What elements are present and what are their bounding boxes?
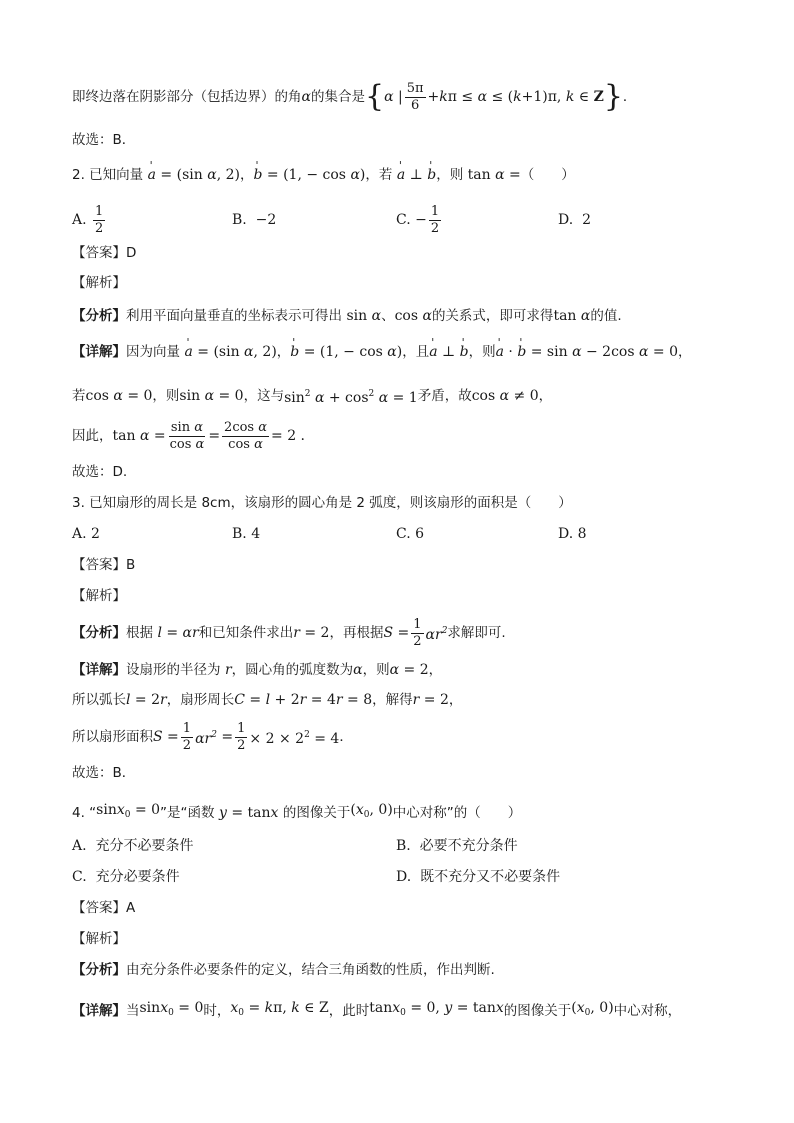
- q3-detail-1: 【详解】 设扇形的半径为 r ，圆心角的弧度数为 α ，则 α = 2 ，: [72, 662, 443, 678]
- option-value: 充分不必要条件: [95, 838, 194, 854]
- q2-answer: 【答案】D: [72, 245, 137, 261]
- analysis-tag: 【分析】: [72, 625, 126, 641]
- q3-option-a: [72, 524, 100, 544]
- q2-detail-3: 因此， tan α = $\frac{\text{sin α}}{\text{cos α}}$ = $\frac{\text{2cos α}}{\text{cos α}}$ = 2 .: [72, 419, 306, 452]
- detail-text: 当: [126, 1002, 140, 1019]
- detail-tag: 【详解】: [72, 344, 126, 360]
- q3-choose: 故选：B．: [72, 765, 136, 781]
- q3-option-d: [558, 524, 587, 544]
- option-value: 8: [577, 526, 587, 542]
- q2-stem-then: ，则: [436, 167, 464, 183]
- option-label: B.: [396, 838, 411, 854]
- detail-text: ，此时: [328, 1002, 370, 1019]
- option-value: 6: [415, 526, 425, 542]
- set-expr: α |: [384, 89, 403, 105]
- analysis-mid2: 的关系式，即可求得: [431, 308, 554, 324]
- detail-text: ，则: [362, 662, 390, 678]
- option-value: 必要不充分条件: [419, 838, 518, 854]
- analysis-end: 的值.: [590, 308, 622, 324]
- option-label: D.: [558, 212, 574, 228]
- q2-detail-1: 【详解】 因为向量 ' a = (sin α, 2) ， ' b = (1, − cos α) ，且 ' a ⊥ ' b ，则 ' a · ' b = sin α − 2cos α = 0 ，: [72, 342, 692, 362]
- detail-text: 时，: [203, 1002, 231, 1019]
- analysis-text: 由充分条件必要条件的定义，结合三角函数的性质，作出判断.: [126, 962, 495, 978]
- analysis-text: 和已知条件求出: [198, 625, 294, 641]
- q3-detail-2: 所以弧长 l = 2r ，扇形周长 C = l + 2r = 4r = 8 ，解得 r = 2 ，: [72, 692, 463, 708]
- option-label: B.: [232, 526, 247, 542]
- analysis-text: 求解即可.: [447, 625, 506, 641]
- q4-option-b: [396, 836, 518, 856]
- option-label: B.: [232, 212, 247, 228]
- option-value: 2: [91, 526, 100, 542]
- q1-choose: 故选：B．: [72, 132, 136, 148]
- q2-option-b: [232, 210, 276, 230]
- detail-text: 中心对称，: [613, 1002, 682, 1019]
- q2-stem-pre: 2. 已知向量: [72, 167, 144, 183]
- q4-option-a: [72, 836, 193, 856]
- detail-text: ，且: [402, 344, 430, 360]
- option-label: A.: [72, 838, 87, 854]
- q3-option-c: [396, 524, 424, 544]
- q2-choose: 故选：D.: [72, 464, 128, 480]
- q2-option-a: [72, 205, 107, 235]
- q2-perp: ' a ⊥ ' b: [392, 165, 436, 185]
- q1-conclusion-line: [72, 80, 636, 114]
- q3-analysis-title: 【解析】: [72, 588, 126, 604]
- q4-answer: 【答案】A: [72, 900, 136, 916]
- option-label: A.: [72, 526, 87, 542]
- q2-option-d: [558, 210, 591, 230]
- q2-detail-2: 若 cos α = 0 ，则 sin α = 0 ，这与 $\sin^2 \alpha + \cos^2 \alpha = 1$ 矛盾，故 cos α ≠ 0 ，: [72, 388, 553, 406]
- q3-detail-3: 所以扇形面积 S = $\frac{1}{2}$ $\alpha r^2$ = $\frac{1}{2}$ × $2 \times 2^2 = 4$ ．: [72, 720, 353, 753]
- left-brace: {: [364, 79, 385, 114]
- detail-text: ．: [339, 729, 353, 745]
- detail-tag: 【详解】: [72, 662, 126, 678]
- q1-lead-text: 即终边落在阴影部分（包括边界）的角: [72, 89, 302, 105]
- q2-tan: tan α =: [463, 167, 521, 183]
- q3-answer: 【答案】B: [72, 557, 136, 573]
- q2-stem: 2. 已知向量 ' a = (sin α, 2) ， ' b = (1, − cos α) ，若 ' a ⊥ ' b ，则 tan α = （ ）: [72, 165, 575, 185]
- right-brace: }: [603, 79, 623, 114]
- analysis-text: ，再根据: [329, 625, 384, 641]
- q2-analysis: 【分析】 利用平面向量垂直的坐标表示可得出 sin α 、 cos α 的关系式，即可求得 tan α 的值.: [72, 308, 622, 324]
- q3-analysis: 【分析】 根据 l = αr 和已知条件求出 r = 2 ，再根据 S = $\frac{1}{2}$ $\alpha r^2$ 求解即可.: [72, 616, 506, 649]
- frac-5pi-6: $\frac{5\pi}{6}$: [406, 80, 424, 113]
- detail-text: ，扇形周长: [166, 692, 235, 708]
- q4-stem-text: 4. “: [72, 804, 97, 821]
- analysis-tag: 【分析】: [72, 308, 126, 324]
- q4-stem-text: 中心对称”的（ ）: [392, 804, 522, 821]
- q3-stem: 3. 已知扇形的周长是 8cm，该扇形的圆心角是 2 弧度，则该扇形的面积是（ ）: [72, 495, 572, 511]
- q4-detail: 【详解】 当 sinx$_0$ = 0 时， $x_0 = k\pi$, k ∈ Z ，此时 tanx$_0$ = 0, y = tanx 的图像关于 ($x_0$, 0) 中心对称，: [72, 1000, 682, 1019]
- detail-text: ，这与: [243, 388, 285, 404]
- detail-text: ，则: [152, 388, 180, 404]
- detail-text: 所以扇形面积: [72, 729, 153, 745]
- detail-text: ，圆心角的弧度数为: [231, 662, 354, 678]
- q4-stem: 4. “ sinx$_0$ = 0 ”是“函数 y = tanx 的图像关于 ($x_0$, 0) 中心对称”的（ ）: [72, 802, 522, 821]
- q4-option-d: [396, 867, 560, 887]
- detail-text: 若: [72, 388, 86, 404]
- q4-analysis-title: 【解析】: [72, 931, 126, 947]
- q1-end-text: ．: [622, 89, 637, 105]
- q4-option-c: [72, 867, 180, 887]
- q1-mid-text: 的集合是: [310, 89, 365, 105]
- detail-text: ，: [678, 344, 692, 360]
- option-label: D.: [396, 869, 412, 885]
- detail-text: ，则: [468, 344, 496, 360]
- q4-analysis: [72, 960, 495, 980]
- detail-text: ，: [448, 692, 463, 708]
- option-label: C.: [396, 212, 411, 228]
- q2-analysis-title: 【解析】: [72, 275, 126, 291]
- q2-vector-a: ' a = (sin α, 2): [143, 165, 240, 185]
- set-condition: +kπ ≤ α ≤ (k+1)π, k ∈ Z: [427, 89, 604, 105]
- option-value: 充分必要条件: [95, 869, 180, 885]
- q2-stem-end: （ ）: [520, 167, 575, 183]
- option-label: C.: [72, 869, 87, 885]
- option-label: A.: [72, 212, 87, 228]
- q2-vector-b: ' b = (1, − cos α): [253, 165, 365, 185]
- q4-stem-text: 的图像关于: [282, 804, 351, 821]
- option-value: 既不充分又不必要条件: [420, 869, 561, 885]
- detail-text: 因为向量: [126, 344, 180, 360]
- detail-text: ，解得: [372, 692, 413, 708]
- detail-text: 所以弧长: [72, 692, 126, 708]
- frac-1-2: $\frac{1}{2}$: [430, 203, 440, 236]
- option-label: D.: [558, 526, 574, 542]
- analysis-tag: 【分析】: [72, 962, 126, 978]
- detail-tag: 【详解】: [72, 1002, 126, 1019]
- analysis-text: 利用平面向量垂直的坐标表示可得出: [126, 308, 342, 324]
- option-value: −2: [255, 212, 277, 228]
- detail-text: ，: [538, 388, 553, 404]
- analysis-mid: 、: [381, 308, 395, 324]
- option-label: C.: [396, 526, 411, 542]
- detail-text: ，: [428, 662, 443, 678]
- detail-text: 矛盾，故: [417, 388, 472, 404]
- option-value: 2: [582, 212, 592, 228]
- q4-stem-text: ”是“函数: [160, 804, 215, 821]
- detail-text: 因此，: [72, 428, 113, 444]
- detail-text: 设扇形的半径为: [126, 662, 221, 678]
- alpha-symbol: α: [301, 89, 311, 105]
- detail-text: 的图像关于: [503, 1002, 572, 1019]
- q2-stem-if: ，若: [365, 167, 393, 183]
- q3-option-b: [232, 524, 260, 544]
- q2-option-c: C. − $\frac{1}{2}$: [396, 203, 440, 236]
- analysis-text: 根据: [126, 625, 153, 641]
- option-value: 4: [251, 526, 261, 542]
- frac-1-2: $\frac{1}{2}$: [95, 203, 104, 236]
